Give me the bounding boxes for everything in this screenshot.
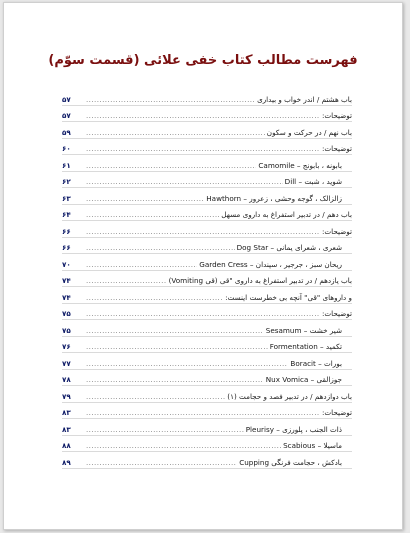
toc-page-number: ۵۷ (62, 94, 71, 104)
toc-entry (62, 106, 352, 123)
toc-entry (62, 238, 352, 255)
toc-entry (62, 139, 352, 156)
toc-page-number: ۷۴ (62, 276, 71, 285)
toc-entry (62, 188, 352, 205)
toc-page-number: ۵۹ (62, 127, 71, 137)
toc-entry-label: ماسیلا – Scabious (283, 441, 342, 450)
toc-entry-label: جوزالقی – Nux Vomica (265, 375, 342, 384)
toc-entry (62, 205, 352, 222)
toc-page-number: ۸۹ (62, 457, 71, 467)
toc-page-number: ۷۴ (62, 292, 71, 302)
toc-entry (62, 337, 352, 354)
dot-leader (86, 161, 256, 171)
toc-page-number: ۷۹ (62, 391, 71, 401)
toc-entry-label: باب دهم / در تدبیر استفراغ به داروی مسهل (221, 210, 352, 219)
toc-entry-label: ذات الجنب ، پلورزی – Pleurisy (245, 424, 342, 434)
toc-entry (62, 419, 352, 436)
toc-page-number: ۶۰ (62, 144, 71, 153)
toc-entry (62, 386, 352, 403)
dot-leader (86, 408, 320, 418)
toc-entry (62, 403, 352, 420)
toc-entry-label: توضیحات: (321, 408, 352, 417)
dot-leader (86, 260, 197, 270)
toc-entry-label: بابونه ، بابونج – Camomile (258, 160, 342, 170)
toc-entry-label: توضیحات: (321, 111, 352, 120)
document-page (3, 2, 403, 530)
toc-page-number: ۶۶ (62, 226, 71, 236)
toc-page-number: ۶۳ (62, 193, 71, 203)
toc-entry-label: ریحان سبز ، جرجیر ، سپندان – Garden Cress (199, 259, 342, 269)
toc-entry (62, 221, 352, 238)
toc-page-number: ۸۳ (62, 424, 71, 434)
toc-page-number: ۷۵ (62, 325, 71, 335)
toc-entry (62, 287, 352, 304)
dot-leader (86, 144, 320, 154)
toc-entry (62, 89, 352, 106)
toc-page-number: ۷۸ (62, 375, 71, 384)
toc-page-number: ۶۶ (62, 243, 71, 252)
toc-entry-label: تکمید – Formentation (269, 342, 342, 351)
toc-entry-label: باب هشتم / اندر خواب و بیداری (257, 94, 352, 104)
toc-entry-label: توضیحات: (321, 226, 352, 236)
toc-entry-label: شوید ، شبت – Dill (284, 177, 342, 186)
dot-leader (86, 227, 320, 237)
toc-entry-label: و داروهای "قی" آنچه بی خطرست اینست: (225, 292, 352, 302)
dot-leader (86, 359, 288, 369)
toc-entry (62, 353, 352, 370)
toc-page-number: ۷۷ (62, 358, 71, 368)
dot-leader (86, 177, 283, 187)
toc-entry (62, 155, 352, 172)
dot-leader (86, 194, 204, 204)
dot-leader (86, 392, 225, 402)
toc-page-number: ۶۲ (62, 177, 71, 186)
toc-entry-label: باب یازدهم / در تدبیر استفراغ به داروی "قی (قی Vomiting) (168, 276, 352, 285)
toc-entry-label: توضیحات: (321, 144, 352, 153)
toc-entry-label: زالزالک ، گوجه وحشی ، زعرور – Hawthorn (206, 193, 342, 203)
toc-entry (62, 122, 352, 139)
toc-entry-label: شیر خشت – Sesamum (265, 325, 342, 335)
dot-leader (86, 326, 264, 336)
toc-page-number: ۷۰ (62, 259, 71, 269)
toc-page-number: ۸۸ (62, 441, 71, 450)
toc-page-number: ۷۶ (62, 342, 71, 351)
dot-leader (86, 276, 167, 286)
toc-entry (62, 452, 352, 469)
dot-leader (86, 293, 223, 303)
toc-page-number: ۶۴ (62, 210, 71, 219)
toc-entry (62, 172, 352, 189)
toc-entry (62, 320, 352, 337)
dot-leader (86, 95, 255, 105)
toc-entry-label: بورات – Boracit (290, 358, 342, 368)
toc-entry-label: باب نهم / در حرکت و سکون (266, 127, 352, 137)
toc-page-number: ۶۱ (62, 160, 71, 170)
dot-leader (86, 309, 320, 319)
dot-leader (86, 243, 235, 253)
toc-entry-label: شعری ، شعرای یمانی – Dog Star (236, 243, 342, 252)
toc-entry (62, 254, 352, 271)
toc-entry (62, 304, 352, 321)
dot-leader (86, 375, 264, 385)
toc-entry-label: توضیحات: (321, 309, 352, 318)
toc-page-number: ۷۵ (62, 309, 71, 318)
dot-leader (86, 128, 265, 138)
dot-leader (86, 425, 244, 435)
table-of-contents (62, 89, 352, 469)
toc-page-number: ۵۷ (62, 111, 71, 120)
toc-entry (62, 370, 352, 387)
toc-entry (62, 436, 352, 453)
dot-leader (86, 458, 237, 468)
dot-leader (86, 111, 320, 121)
toc-entry-label: بادکش ، حجامت فرنگی Cupping (239, 457, 342, 467)
toc-entry (62, 271, 352, 288)
page-title: فهرست مطالب کتاب خفی علائی (قسمت سوّم) (48, 53, 358, 68)
toc-entry-label: باب دوازدهم / در تدبیر فصد و حجامت (۱) (227, 391, 352, 401)
dot-leader (86, 342, 268, 352)
toc-page-number: ۸۳ (62, 408, 71, 417)
dot-leader (86, 441, 281, 451)
dot-leader (86, 210, 219, 220)
